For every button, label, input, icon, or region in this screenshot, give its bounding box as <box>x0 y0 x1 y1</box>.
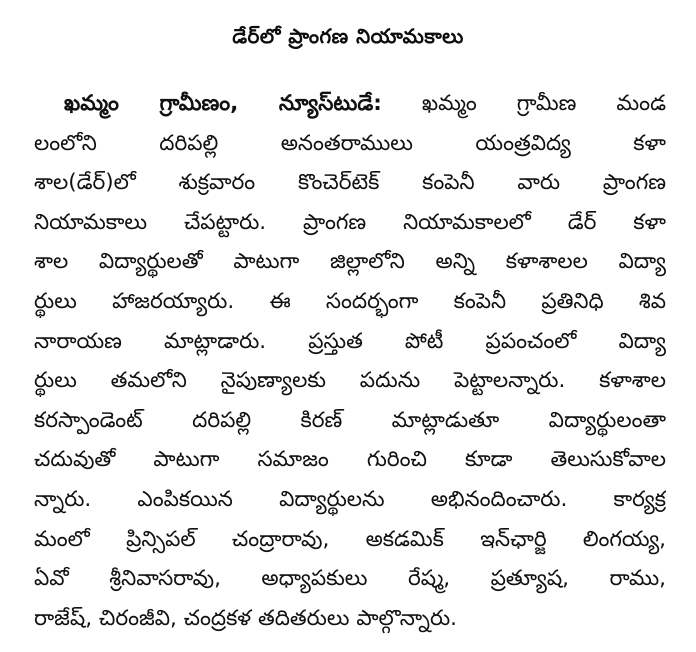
dateline: ఖమ్మం గ్రామీణం, న్యూస్‌టుడే: <box>64 91 382 116</box>
article-line: కరస్పాండెంట్ దరిపల్లి కిరణ్ మాట్లాడుతూ విద్యార్థులంతా <box>34 407 666 433</box>
article-line-text: ఖమ్మం గ్రామీణ మండ <box>421 91 666 116</box>
article-line: లంలోని దరిపల్లి అనంతరాములు యంత్రవిద్య కళా <box>34 130 666 156</box>
article-line: ఏవో శ్రీనివాసరావు, అధ్యాపకులు రేష్మ, ప్రత్యూష, రాము, <box>34 566 666 592</box>
article-line: నియామకాలు చేపట్టారు. ప్రాంగణ నియామకాలలో డేర్ కళా <box>34 209 666 235</box>
article-line: శాల(డేర్)లో శుక్రవారం కొంచెర్‌టెక్ కంపెనీ వారు ప్రాంగణ <box>34 170 666 196</box>
article-line: మంలో ప్రిన్సిపల్ చంద్రారావు, అకడమిక్ ఇన్‌ఛార్జి లింగయ్య, <box>34 526 666 552</box>
article-line <box>34 84 666 124</box>
article-line: ర్థులు హాజరయ్యారు. ఈ సందర్భంగా కంపెనీ ప్రతినిధి శివ <box>34 288 666 314</box>
article-line: చదువుతో పాటుగా సమాజం గురించి కూడా తెలుసుకోవాల <box>34 447 666 473</box>
article-line: శాల విద్యార్థులతో పాటుగా జిల్లాలోని అన్ని కళాశాలల విద్యా <box>34 249 666 275</box>
headline: డేర్‌లో ప్రాంగణ నియామకాలు <box>232 24 464 48</box>
article-line: న్నారు. ఎంపికయిన విద్యార్థులను అభినందించారు. కార్యక్ర <box>34 486 666 512</box>
article-line: రాజేష్, చిరంజీవి, చంద్రకళ తదితరులు పాల్గొన్నారు. <box>34 605 458 631</box>
article-line: నారాయణ మాట్లాడారు. ప్రస్తుత పోటీ ప్రపంచంలో విద్యా <box>34 328 666 354</box>
article-line: ర్థులు తమలోని నైపుణ్యాలకు పదును పెట్టాలన్నారు. కళాశాల <box>34 368 666 394</box>
article-body <box>34 84 666 638</box>
